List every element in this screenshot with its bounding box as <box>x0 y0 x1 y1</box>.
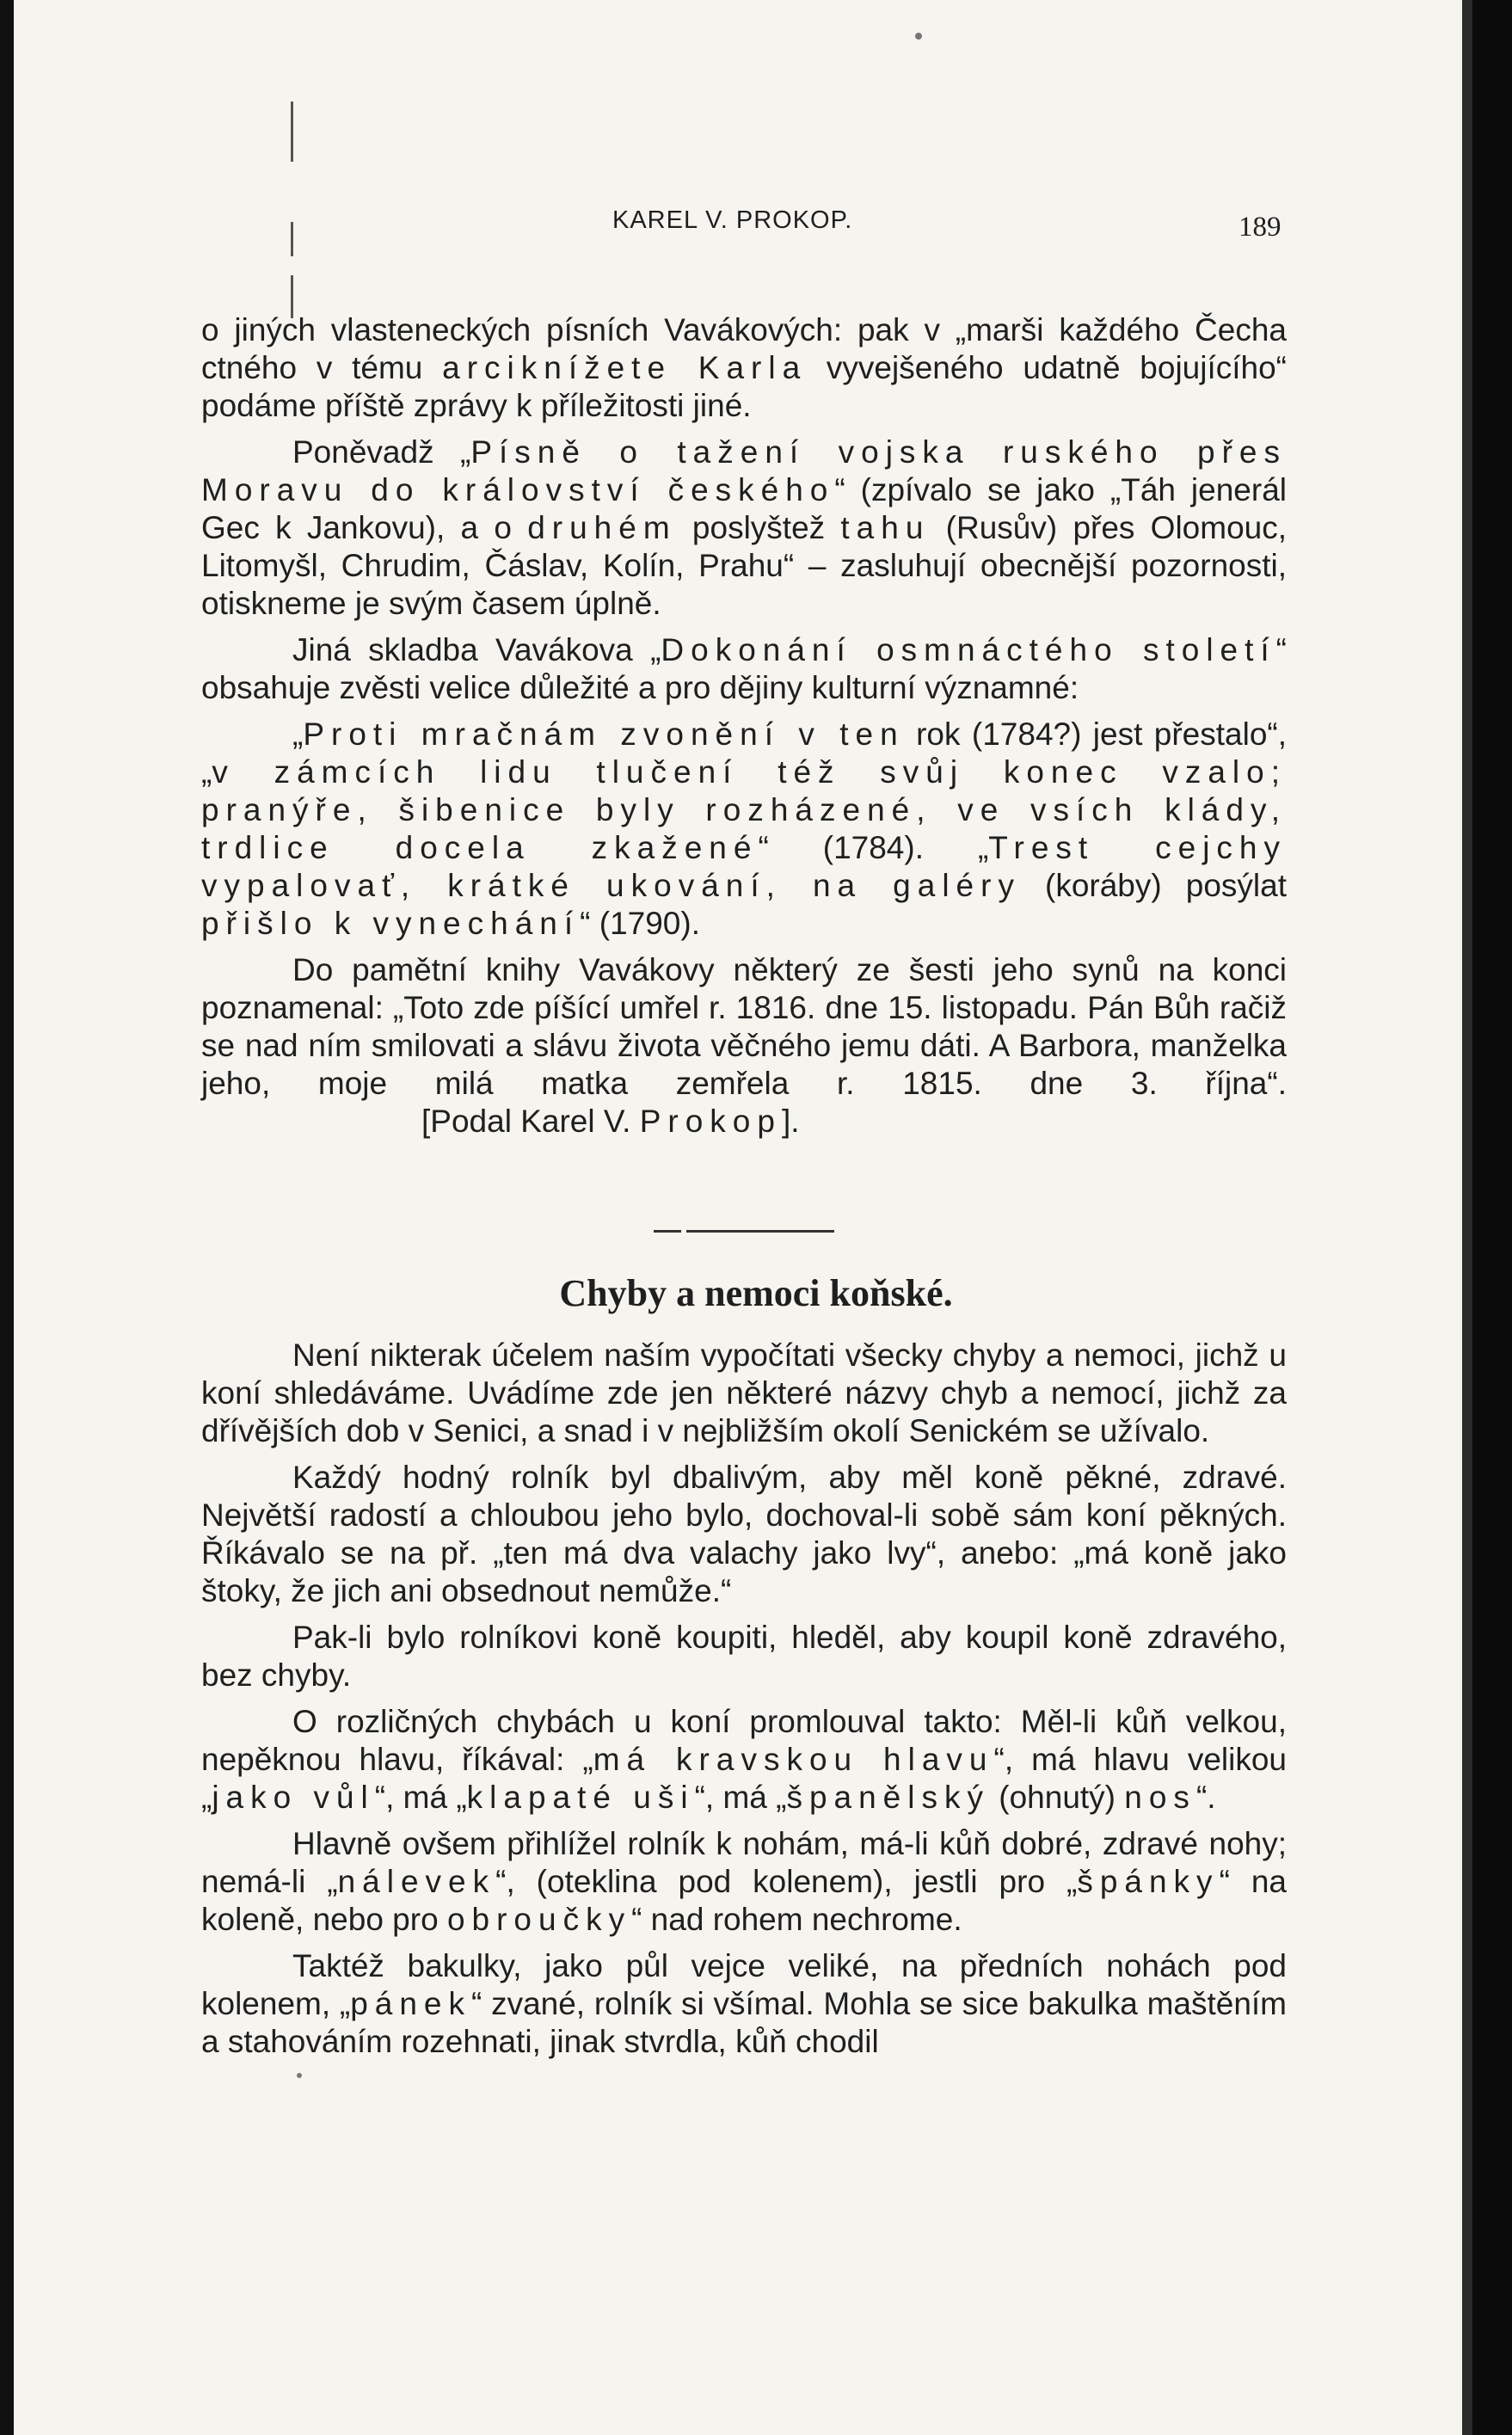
paragraph: Není nikterak účelem naším vypočítati všecky chyby a nemoci, jichž u koní shledáváme. Uvádíme zde jen některé názvy chyb a nemocí, jichž za dřívějších dob v Senici, a snad i v nejbližším okolí Senickém se užívalo. <box>201 1337 1287 1448</box>
page-number: 189 <box>1238 212 1282 243</box>
article-body <box>201 1337 1287 2061</box>
scan-speck <box>297 2073 302 2078</box>
section-divider-gap <box>681 1228 686 1234</box>
scan-speck <box>915 33 922 40</box>
paragraph: „Proti mračnám zvonění v ten rok (1784?) jest přestalo“, „v zámcích lidu tlučení též svůj konec vzalo; pranýře, šibenice byly rozházené, ve vsích klády, trdlice docela zkažené“ (1784). „Trest cejchy vypalovať, krátké ukování, na galéry (koráby) posýlat přišlo k vynechání“ (1790). <box>201 716 1288 941</box>
article-continuation <box>201 311 1287 1141</box>
margin-mark <box>291 101 293 162</box>
signature: [Podal Karel V. Prokop]. <box>421 1104 800 1139</box>
page-header <box>0 206 1512 249</box>
running-head: KAREL V. PROKOP. <box>612 206 853 234</box>
paragraph: Pak-li bylo rolníkovi koně koupiti, hleděl, aby koupil koně zdravého, bez chyby. <box>201 1620 1287 1693</box>
paragraph: O rozličných chybách u koní promlouval takto: Měl-li kůň velkou, nepěknou hlavu, říkával: „má kravskou hlavu“, má hlavu velikou „jako vůl“, má „klapaté uši“, má „španělský (ohnutý) nos“. <box>201 1704 1287 1815</box>
paragraph: Hlavně ovšem přihlížel rolník k nohám, má-li kůň dobré, zdravé nohy; nemá-li „nálevek“, (oteklina pod kolenem), jestli pro „špánky“ na koleně, nebo pro obroučky“ nad rohem nechrome. <box>201 1826 1287 1937</box>
paragraph: Jiná skladba Vavákova „Dokonání osmnáctého století“ obsahuje zvěsti velice důležité a pro dějiny kulturní významné: <box>201 632 1287 705</box>
paragraph: Každý hodný rolník byl dbalivým, aby měl koně pěkné, zdravé. Největší radostí a chloubou jeho bylo, dochoval-li sobě sám koní pěkných. Říkávalo se na př. „ten má dva valachy jako lvy“, anebo: „má koně jako štoky, že jich ani obsednout nemůže.“ <box>201 1460 1287 1608</box>
paragraph: Do pamětní knihy Vavákovy některý ze šesti jeho synů na konci poznamenal: „Toto zde píšící umřel r. 1816. dne 15. listopadu. Pán Bůh račiž se nad ním smilovati a slávu života věčného jemu dáti. A Barbora, manželka jeho, moje milá matka zemřela r. 1815. dne 3. října“.[Podal Karel V. Prokop]. <box>201 952 1287 1139</box>
section-title: Chyby a nemoci koňské. <box>559 1272 953 1314</box>
paragraph: Taktéž bakulky, jako půl vejce veliké, na předních nohách pod kolenem, „pánek“ zvané, rolník si všímal. Mohla se sice bakulka maštěním a stahováním rozehnati, jinak stvrdla, kůň chodil <box>201 1948 1288 2059</box>
paragraph: o jiných vlasteneckých písních Vavákových: pak v „marši každého Čecha ctného v tému arciknížete Karla vyvejšeného udatně bojujícího“ podáme příště zprávy k příležitosti jiné. <box>201 312 1288 423</box>
paragraph: Poněvadž „Písně o tažení vojska ruského přes Moravu do království českého“ (zpívalo se jako „Táh jenerál Gec k Jankovu), a o druhém poslyštež tahu (Rusův) přes Olomouc, Litomyšl, Chrudim, Čáslav, Kolín, Prahu“ – zasluhují obecnější pozornosti, otiskneme je svým časem úplně. <box>201 434 1288 621</box>
scan-border-right <box>1472 0 1512 2435</box>
